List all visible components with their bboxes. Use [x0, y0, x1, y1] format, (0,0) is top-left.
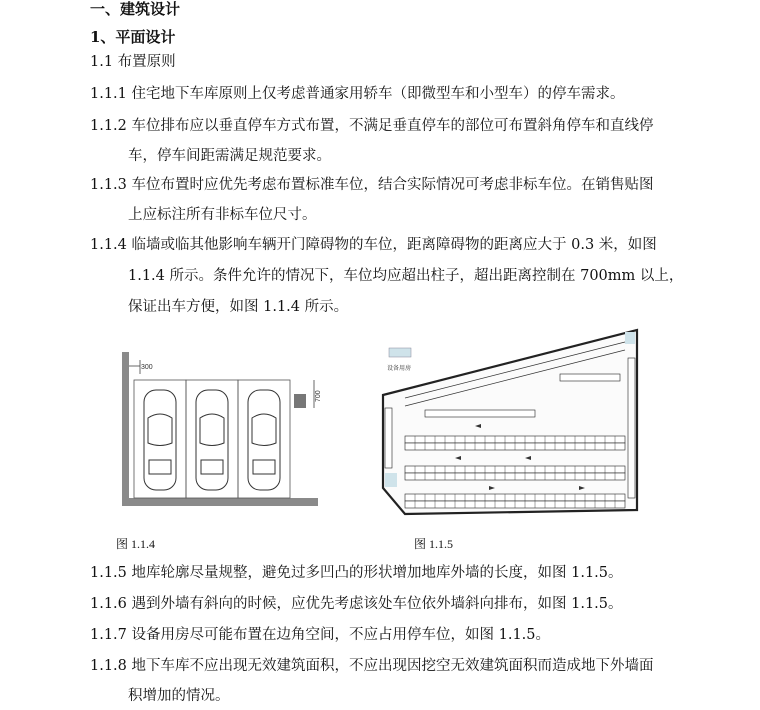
- stall-ticks: [415, 436, 615, 508]
- item-1-1-3-cont: 上应标注所有非标车位尺寸。: [128, 207, 317, 223]
- item-1-1-8: 1.1.8 地下车库不应出现无效建筑面积，不应出现因挖空无效建筑面积而造成地下外墙面: [90, 658, 654, 674]
- figure-1-1-5: [375, 328, 645, 518]
- dim-column-label: 700: [315, 390, 322, 402]
- item-1-1-7: 1.1.7 设备用房尽可能布置在边角空间，不应占用停车位，如图 1.1.5。: [90, 627, 551, 643]
- column: [294, 394, 306, 408]
- legend-equipment-room-label: 设备用房: [387, 366, 412, 372]
- item-1-1-6: 1.1.6 遇到外墙有斜向的时候，应优先考虑该处车位依外墙斜向排布，如图 1.1.5。: [90, 596, 623, 612]
- item-1-1-2-cont: 车，停车间距需满足规范要求。: [128, 148, 331, 164]
- item-1-1-4-cont2: 保证出车方便，如图 1.1.4 所示。: [128, 299, 349, 315]
- item-1-1-4: 1.1.4 临墙或临其他影响车辆开门障碍物的车位，距离障碍物的距离应大于 0.3 米，如图: [90, 237, 657, 253]
- stall-2: [186, 380, 238, 498]
- item-1-1-5: 1.1.5 地库轮廓尽量规整，避免过多凹凸的形状增加地库外墙的长度，如图 1.1.5。: [90, 565, 623, 581]
- stall-1: [134, 380, 186, 498]
- car-1: [144, 390, 176, 490]
- equipment-room-1: [625, 332, 635, 344]
- item-1-1-4-cont1: 1.1.4 所示。条件允许的情况下，车位均应超出柱子，超出距离控制在 700mm 以上，: [128, 268, 684, 284]
- caption-figure-1-1-4: 图 1.1.4: [116, 537, 156, 551]
- heading-plan-design: 1、平面设计: [90, 28, 176, 46]
- item-1-1-8-cont: 积增加的情况。: [128, 688, 230, 704]
- car-2: [196, 390, 228, 490]
- stall-3: [238, 380, 290, 498]
- dim-wall-label: 300: [141, 364, 153, 371]
- item-1-1-1: 1.1.1 住宅地下车库原则上仅考虑普通家用轿车（即微型车和小型车）的停车需求。: [90, 86, 625, 102]
- item-1-1-2: 1.1.2 车位排布应以垂直停车方式布置，不满足垂直停车的部位可布置斜角停车和直线停: [90, 118, 654, 134]
- item-1-1-3: 1.1.3 车位布置时应优先考虑布置标准车位，结合实际情况可考虑非标车位。在销售贴图: [90, 177, 654, 193]
- car-3: [248, 390, 280, 490]
- section-layout-principles: 1.1 布置原则: [90, 54, 176, 70]
- caption-figure-1-1-5: 图 1.1.5: [414, 537, 454, 551]
- wall: [122, 352, 129, 504]
- equipment-room-2: [385, 473, 397, 487]
- floor-strip: [122, 498, 318, 506]
- legend-equipment-room-swatch: [389, 348, 411, 357]
- heading-architecture-design: 一、建筑设计: [90, 0, 181, 18]
- garage-outline: [383, 330, 637, 514]
- figure-1-1-4: [118, 348, 323, 510]
